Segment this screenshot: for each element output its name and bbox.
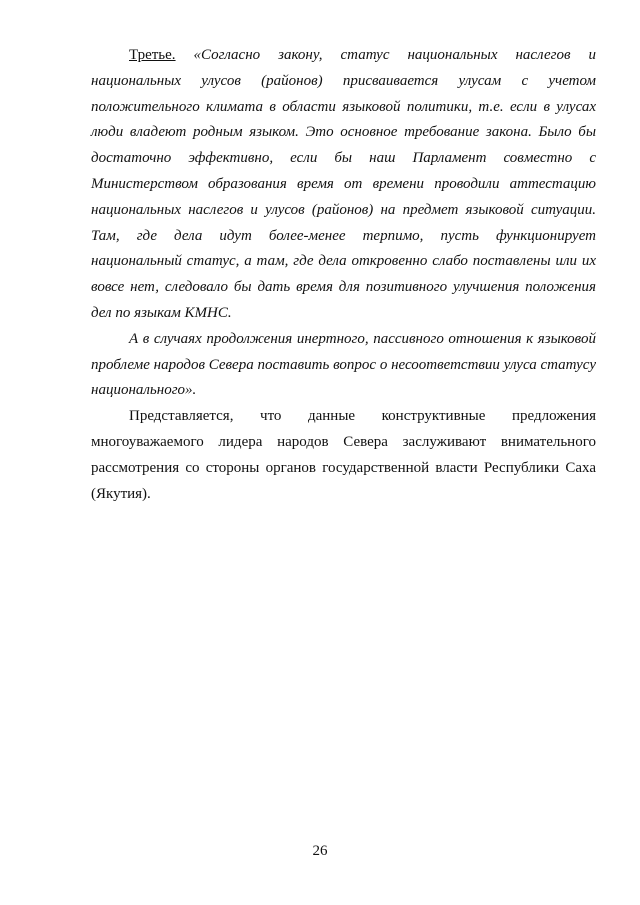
paragraph-conclusion: Представляется, что данные конструктивные предложения многоуважаемого лидера народов Севера заслуживают внимательного рассмотрения со стороны органов государственной власти Республики Саха (Якутия). <box>91 408 596 502</box>
paragraph-text: «Согласно закону, статус национальных наслегов и национальных улусов (районов) присваивается улусам с учетом положительного климата в области языковой политики, т.е. если в улусах люди владеют родным языком. Это основное требование закона. Было бы достаточно эффективно, если бы наш Парламент совместно с Министерством образования время от времени проводили аттестацию национальных наслегов и улусов (районов) на предмет языковой ситуации. Там, где дела идут более-менее терпимо, пусть функционирует национальный статус, а там, где дела откровенно слабо поставлены или их вовсе нет, следовало бы дать время для позитивного улучшения положения дел по языкам КМНС. <box>91 47 596 321</box>
paragraph-lead-word: Третье. <box>129 47 176 63</box>
paragraph-quote-part-1 <box>91 43 596 327</box>
body-text <box>91 43 596 507</box>
paragraph-quote-part-2: А в случаях продолжения инертного, пассивного отношения к языковой проблеме народов Севера поставить вопрос о несоответствии улуса статусу национального». <box>91 330 596 399</box>
page-number: 26 <box>312 843 328 859</box>
